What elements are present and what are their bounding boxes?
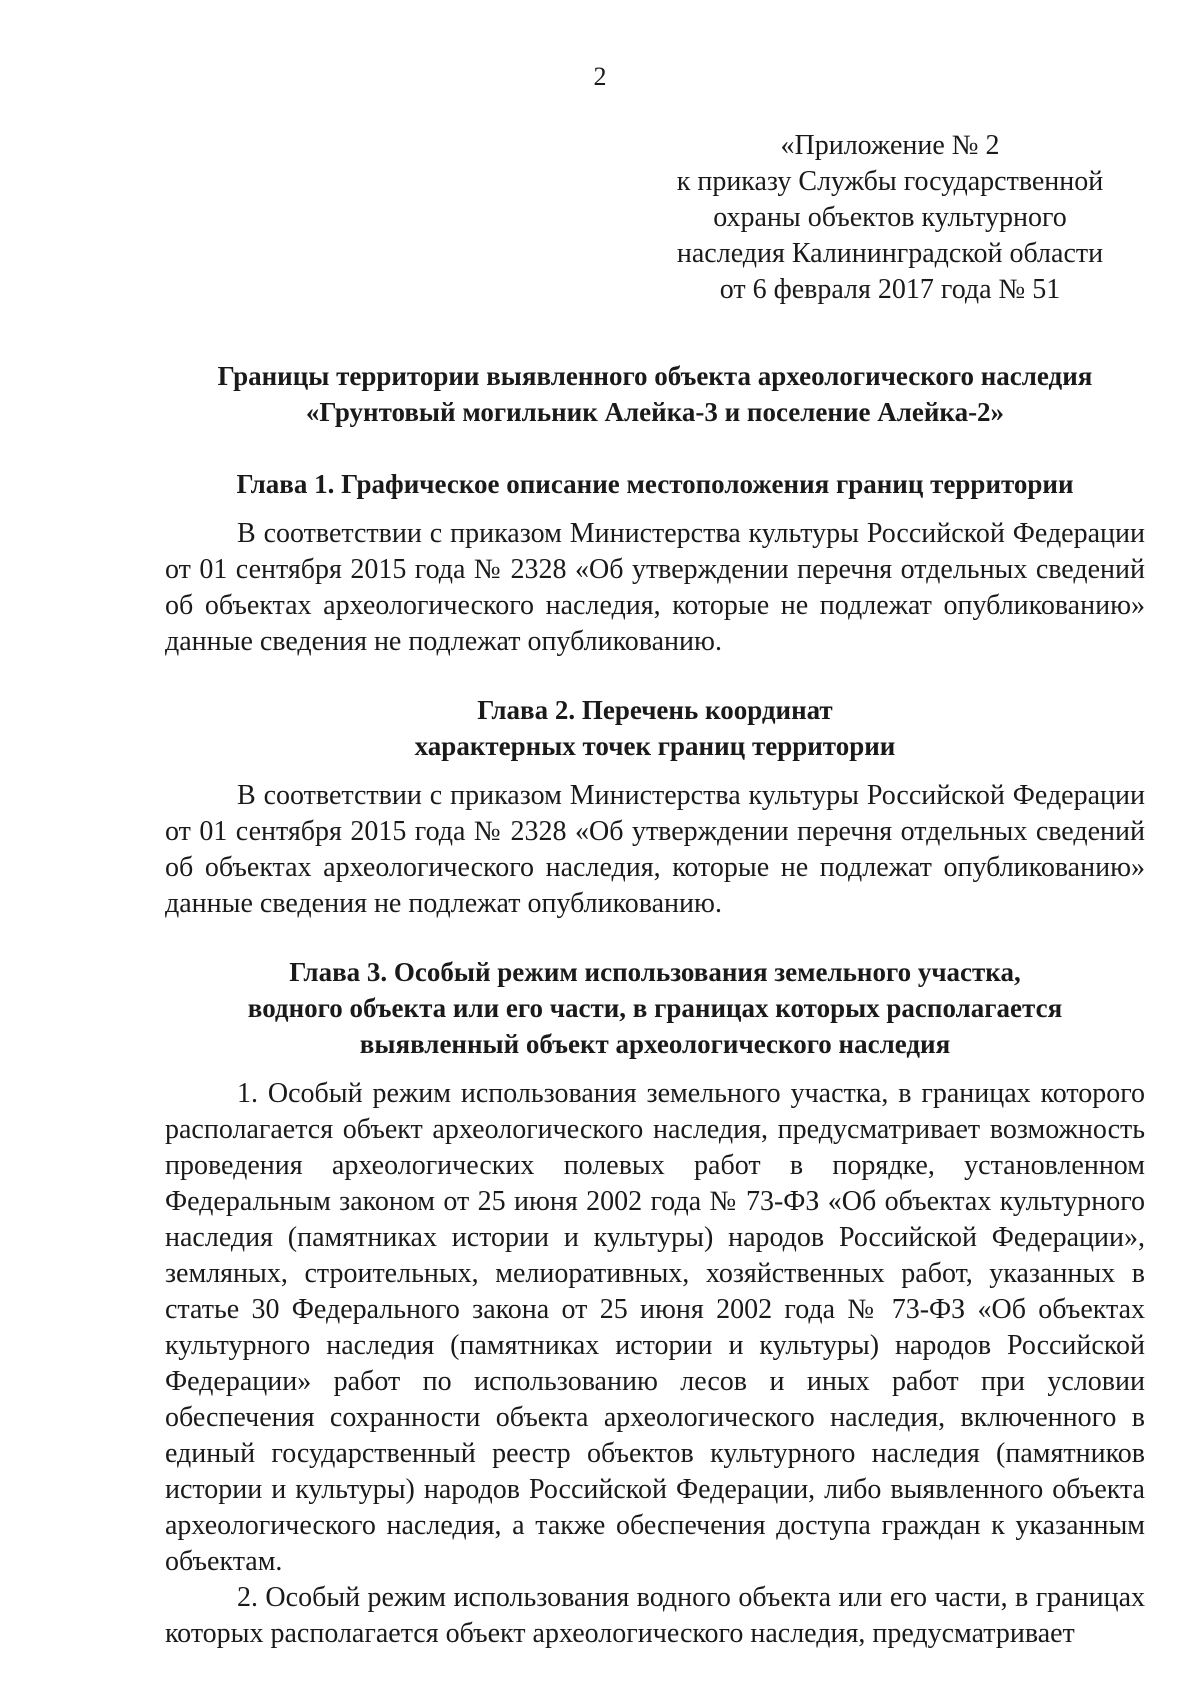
title-line: Границы территории выявленного объекта археологического наследия xyxy=(217,361,1093,391)
heading-line: Глава 3. Особый режим использования земельного участка, xyxy=(289,957,1021,987)
heading-line: выявленный объект археологического наследия xyxy=(359,1029,951,1059)
appendix-reference xyxy=(640,128,1140,308)
appendix-line: «Приложение № 2 xyxy=(780,130,1000,161)
appendix-line: от 6 февраля 2017 года № 51 xyxy=(719,274,1061,305)
appendix-line: к приказу Службы государственной xyxy=(676,166,1104,197)
heading-line: характерных точек границ территории xyxy=(414,731,896,761)
chapter3-item-2: 2. Особый режим использования водного объекта или его части, в границах которых располагается объект археологического наследия, предусматривает xyxy=(165,1582,1145,1649)
document-title xyxy=(165,358,1145,430)
appendix-line: охраны объектов культурного xyxy=(713,202,1067,233)
heading-line: водного объекта или его части, в границах которых располагается xyxy=(247,993,1063,1023)
title-line: «Грунтовый могильник Алейка-3 и поселение Алейка-2» xyxy=(305,397,1005,427)
chapter3-heading xyxy=(165,954,1145,1062)
appendix-line: наследия Калининградской области xyxy=(676,238,1104,269)
chapter1-text: В соответствии с приказом Министерства культуры Российской Федерации от 01 сентября 2015 года № 2328 «Об утверждении перечня отдельных сведений об объектах археологического наследия, которые не подлежат опубликованию» данные сведения не подлежат опубликованию. xyxy=(165,518,1145,657)
document-body xyxy=(165,358,1145,1652)
heading-line: Глава 1. Графическое описание местоположения границ территории xyxy=(236,469,1074,499)
chapter3-item-1: 1. Особый режим использования земельного участка, в границах которого располагается объект археологического наследия, предусматривает возможность проведения археологических полевых работ в порядке, установленном Федеральным законом от 25 июня 2002 года № 73-ФЗ «Об объектах культурного наследия (памятниках истории и культуры) народов Российской Федерации», земляных, строительных, мелиоративных, хозяйственных работ, указанных в статье 30 Федерального закона от 25 июня 2002 года № 73-ФЗ «Об объектах культурного наследия (памятниках истории и культуры) народов Российской Федерации» работ по использованию лесов и иных работ при условии обеспечения сохранности объекта археологического наследия, включенного в единый государственный реестр объектов культурного наследия (памятников истории и культуры) народов Российской Федерации, либо выявленного объекта археологического наследия, а также обеспечения доступа граждан к указанным объектам. xyxy=(165,1078,1145,1577)
heading-line: Глава 2. Перечень координат xyxy=(477,695,833,725)
chapter2-text: В соответствии с приказом Министерства культуры Российской Федерации от 01 сентября 2015 года № 2328 «Об утверждении перечня отдельных сведений об объектах археологического наследия, которые не подлежат опубликованию» данные сведения не подлежат опубликованию. xyxy=(165,780,1145,919)
chapter1-heading xyxy=(165,466,1145,502)
chapter2-heading xyxy=(165,692,1145,764)
page-number: 2 xyxy=(593,62,607,91)
